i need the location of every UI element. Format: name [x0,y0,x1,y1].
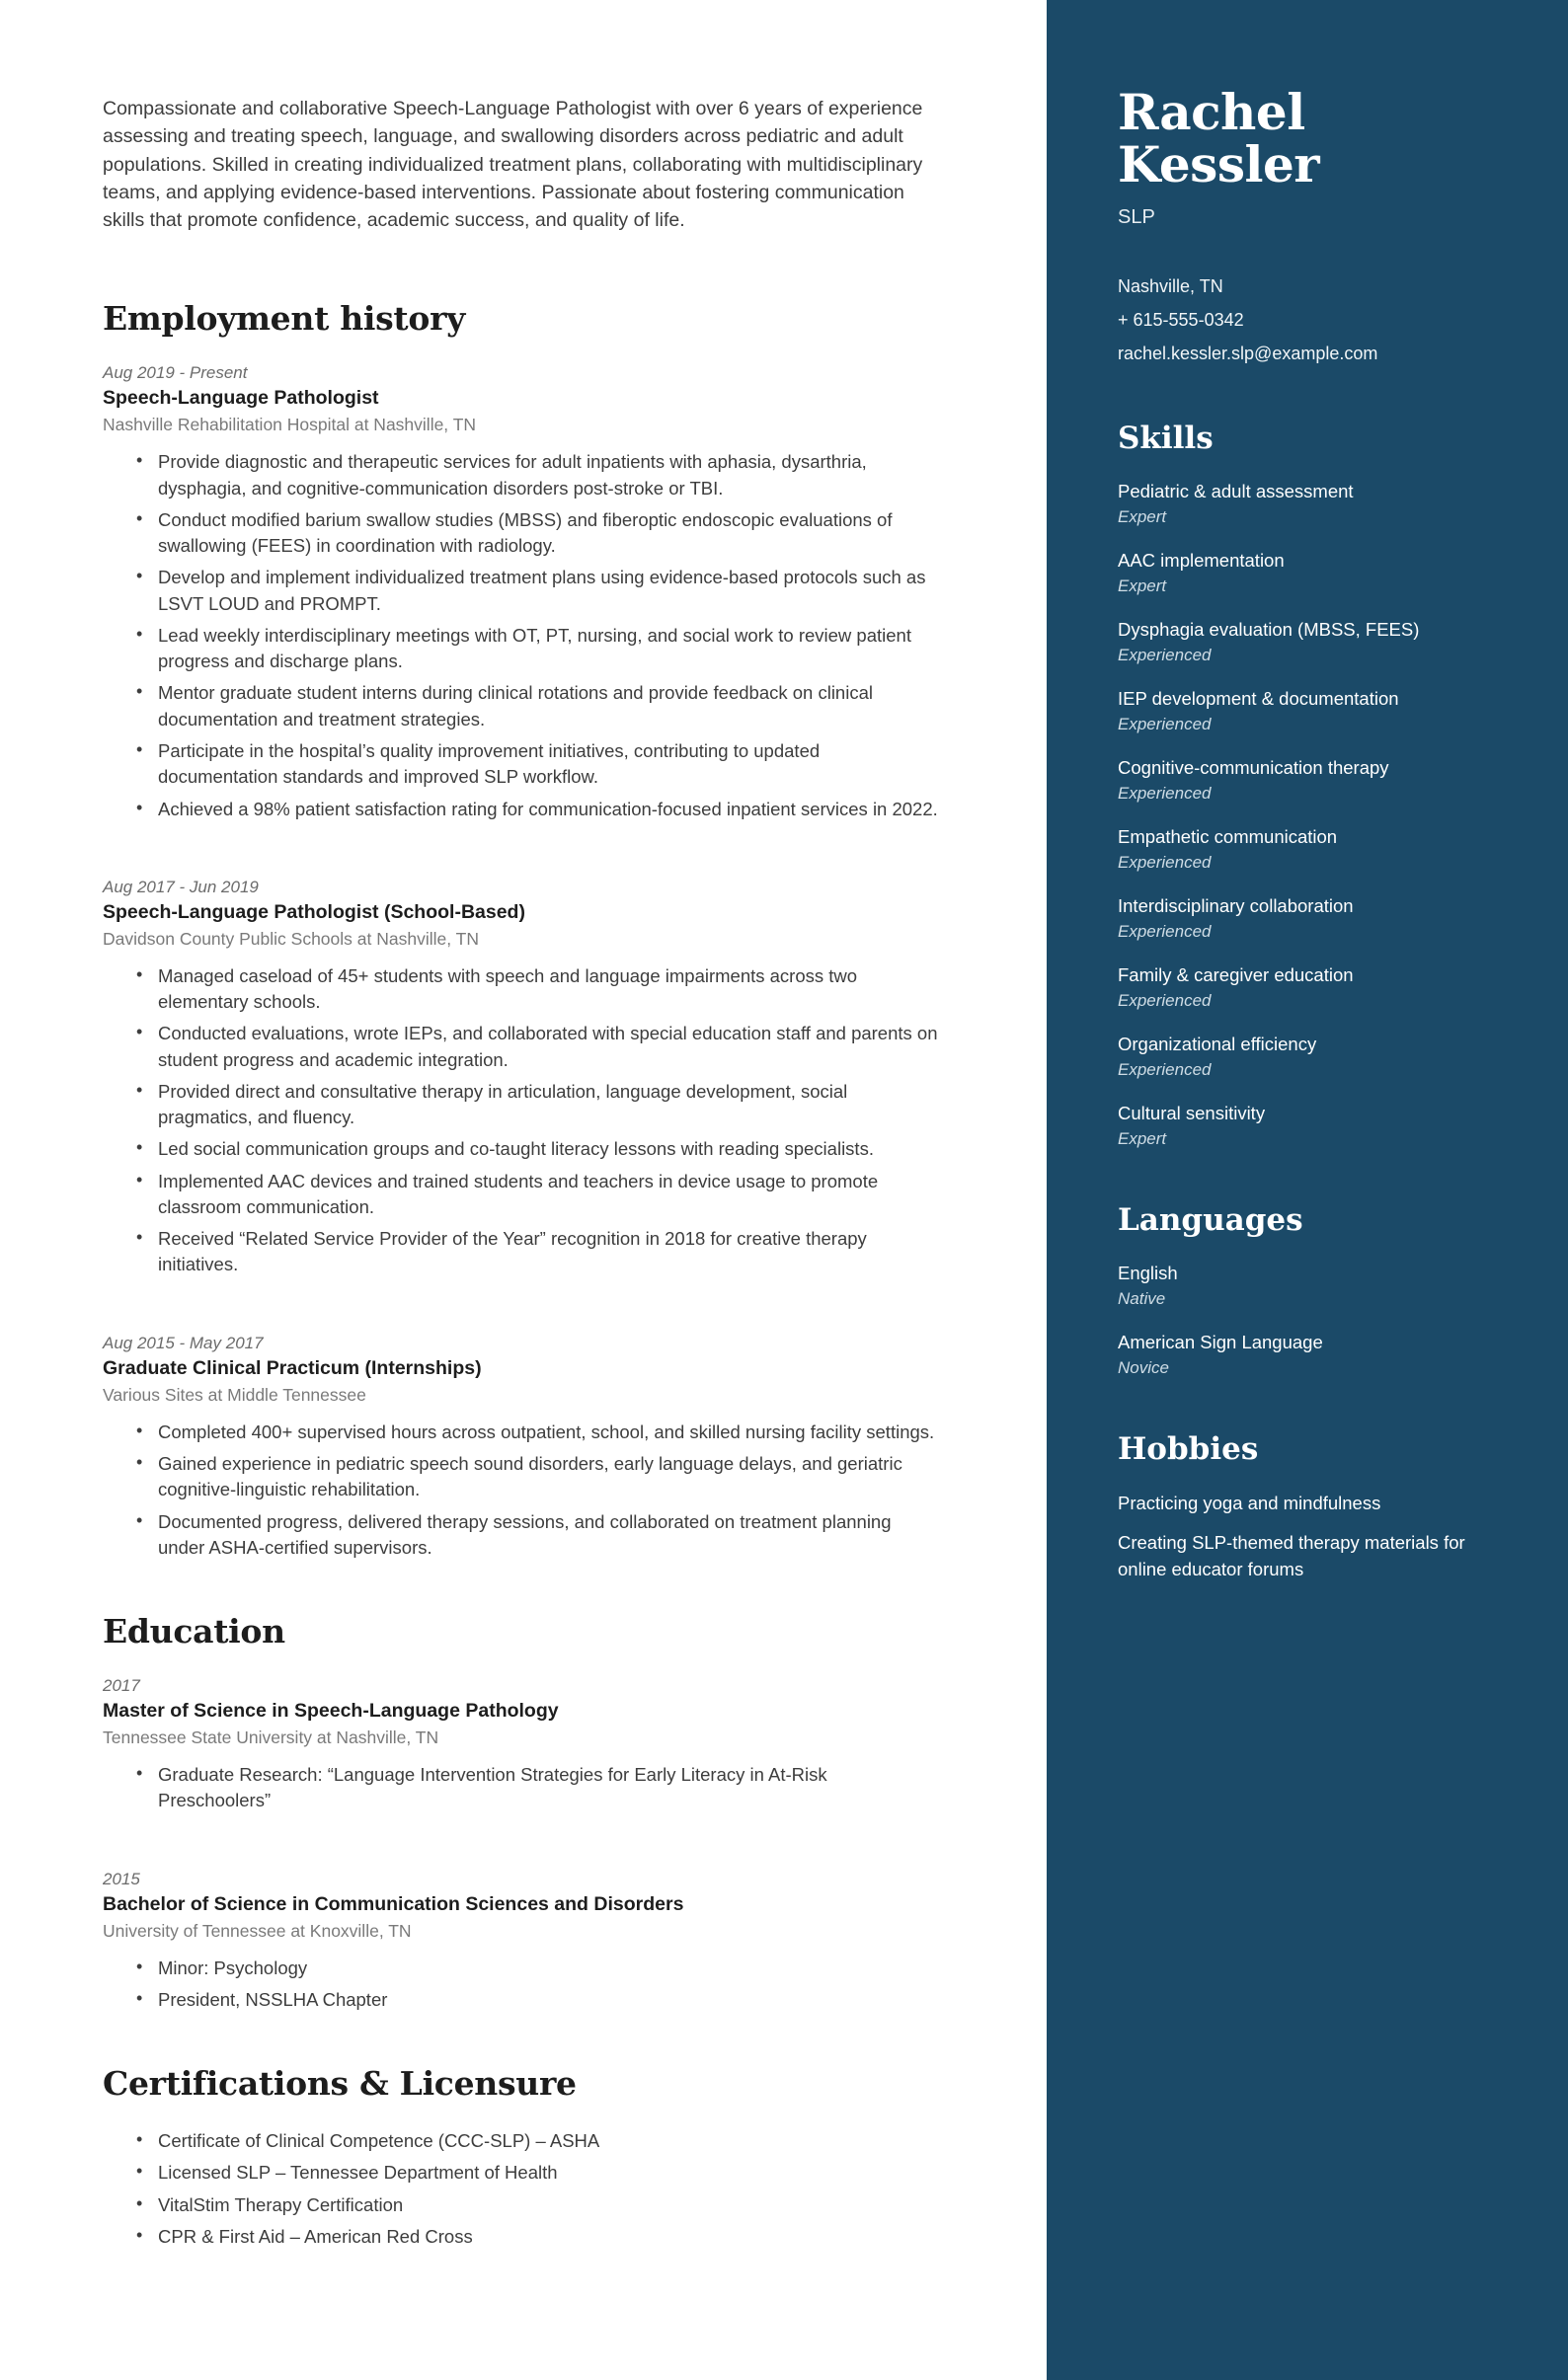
skill-item [1118,756,1507,804]
employment-entry [103,878,940,1278]
list-item: • Received “Related Service Provider of the Year” recognition in 2018 for creative therapy initiatives. [136,1226,940,1278]
last-name: Kessler [1118,134,1320,193]
entry-date: 2015 [103,1869,140,1888]
education-entry [103,1870,940,2014]
list-item: • Led social communication groups and co-taught literacy lessons with reading specialists. [136,1136,940,1162]
list-item: • Lead weekly interdisciplinary meetings with OT, PT, nursing, and social work to review patient progress and discharge plans. [136,623,940,675]
hobbies-list [1118,1491,1507,1582]
spacer [103,1312,940,1334]
entry-bullets [103,1420,940,1561]
spacer [103,1848,940,1870]
list-item: • Provide diagnostic and therapeutic services for adult inpatients with aphasia, dysarthria, dysphagia, and cognitive-communication disorders post-stroke or TBI. [136,449,940,501]
list-item: • Licensed SLP – Tennessee Department of Health [136,2160,940,2186]
list-item: • Participate in the hospital’s quality improvement initiatives, contributing to updated documentation standards and improved SLP workflow. [136,738,940,791]
list-item: • CPR & First Aid – American Red Cross [136,2224,940,2250]
list-item: • Mentor graduate student interns during clinical rotations and provide feedback on clinical documentation and treatment strategies. [136,680,940,732]
list-item: • Graduate Research: “Language Intervention Strategies for Early Literacy in At-Risk Preschoolers” [136,1762,940,1814]
list-item: • Completed 400+ supervised hours across outpatient, school, and skilled nursing facility settings. [136,1420,940,1445]
entry-bullets [103,1762,940,1814]
entry-organization: Nashville Rehabilitation Hospital at Nashville, TN [103,415,477,435]
hobby-item: Creating SLP-themed therapy materials for online educator forums [1118,1532,1465,1579]
skill-item [1118,687,1507,734]
first-name: Rachel [1118,83,1305,141]
entry-organization: Tennessee State University at Nashville, TN [103,1727,439,1748]
language-name: English [1118,1263,1178,1284]
skill-name: Interdisciplinary collaboration [1118,895,1354,917]
language-item [1118,1331,1507,1378]
list-item: • Provided direct and consultative therapy in articulation, language development, social pragmatics, and fluency. [136,1079,940,1131]
languages-title: Languages [1118,1202,1303,1239]
skill-item [1118,963,1507,1011]
contact-email[interactable]: rachel.kessler.slp@example.com [1118,343,1378,363]
skill-level: Experienced [1118,646,1212,665]
entry-bullets [103,1956,940,2014]
list-item: • Gained experience in pediatric speech sound disorders, early language delays, and geriatric cognitive-linguistic rehabilitation. [136,1451,940,1503]
skill-item [1118,1033,1507,1080]
entry-title: Bachelor of Science in Communication Sciences and Disorders [103,1892,684,1915]
list-item: • Achieved a 98% patient satisfaction rating for communication-focused inpatient services in 2022. [136,797,940,822]
skill-level: Experienced [1118,922,1212,942]
skill-level: Expert [1118,1129,1167,1149]
skill-item [1118,480,1507,527]
list-item: • VitalStim Therapy Certification [136,2192,940,2218]
contact-location: Nashville, TN [1118,276,1223,296]
entry-date: Aug 2019 - Present [103,363,248,383]
skill-item [1118,894,1507,942]
language-name: American Sign Language [1118,1332,1323,1353]
list-item: • President, NSSLHA Chapter [136,1987,940,2013]
languages-list [1118,1262,1507,1378]
skill-level: Experienced [1118,784,1212,804]
spacer [103,856,940,878]
certifications-section [103,2064,940,2250]
skill-name: Dysphagia evaluation (MBSS, FEES) [1118,619,1420,641]
hobby-item: Practicing yoga and mindfulness [1118,1493,1381,1514]
employment-history-section [103,299,940,1561]
list-item: • Minor: Psychology [136,1956,940,1981]
list-item: • Certificate of Clinical Competence (CCC-SLP) – ASHA [136,2128,940,2154]
contact-block [1118,272,1507,367]
skill-item [1118,549,1507,596]
education-entry [103,1676,940,1814]
list-item: • Managed caseload of 45+ students with speech and language impairments across two elementary schools. [136,963,940,1016]
entry-title: Graduate Clinical Practicum (Internships) [103,1356,482,1379]
education-section [103,1612,940,2013]
job-role: SLP [1118,206,1155,228]
skill-name: Family & caregiver education [1118,964,1354,986]
skill-name: Cognitive-communication therapy [1118,757,1389,779]
entry-title: Speech-Language Pathologist (School-Based) [103,900,525,923]
entry-organization: Various Sites at Middle Tennessee [103,1384,366,1405]
certifications-list [103,2128,940,2250]
candidate-name [1118,83,1507,193]
list-item: • Develop and implement individualized treatment plans using evidence-based protocols such as LSVT LOUD and PROMPT. [136,565,940,617]
skill-level: Expert [1118,507,1167,527]
list-item: • Conduct modified barium swallow studies (MBSS) and fiberoptic endoscopic evaluations of swallowing (FEES) in coordination with radiology. [136,507,940,560]
skill-name: AAC implementation [1118,550,1285,572]
skill-level: Experienced [1118,853,1212,873]
skill-level: Experienced [1118,1060,1212,1080]
contact-phone[interactable]: + 615-555-0342 [1118,309,1244,330]
employment-entry [103,1334,940,1561]
skill-name: Organizational efficiency [1118,1034,1317,1055]
certifications-title: Certifications & Licensure [103,2064,577,2104]
list-item: • Documented progress, delivered therapy sessions, and collaborated on treatment planning under ASHA-certified supervisors. [136,1509,940,1562]
entry-bullets [103,963,940,1278]
language-level: Native [1118,1289,1166,1309]
skill-level: Experienced [1118,991,1212,1011]
entry-title: Master of Science in Speech-Language Pathology [103,1700,559,1723]
list-item: • Implemented AAC devices and trained students and teachers in device usage to promote classroom communication. [136,1169,940,1221]
skill-level: Expert [1118,576,1167,596]
employment-entry [103,363,940,821]
skill-name: Pediatric & adult assessment [1118,481,1354,502]
hobbies-title: Hobbies [1118,1431,1259,1468]
skill-name: IEP development & documentation [1118,688,1399,710]
skill-item [1118,1102,1507,1149]
language-item [1118,1262,1507,1309]
skills-title: Skills [1118,421,1214,457]
entry-title: Speech-Language Pathologist [103,387,379,410]
employment-history-title: Employment history [103,299,466,339]
entry-bullets [103,449,940,821]
entry-date: Aug 2015 - May 2017 [103,1333,264,1352]
language-level: Novice [1118,1358,1169,1378]
entry-organization: University of Tennessee at Knoxville, TN [103,1920,412,1941]
skills-list [1118,480,1507,1149]
entry-date: 2017 [103,1676,140,1696]
skill-name: Empathetic communication [1118,826,1338,848]
sidebar [1047,0,1568,2380]
entry-organization: Davidson County Public Schools at Nashville, TN [103,928,479,949]
skill-level: Experienced [1118,715,1212,734]
professional-summary: Compassionate and collaborative Speech-Language Pathologist with over 6 years of experience assessing and treating speech, language, and swallowing disorders across pediatric and adult populations. Skilled in creating individualized treatment plans, collaborating with multidisciplinary teams, and applying evidence-based interventions. Passionate about fostering communication skills that promote confidence, academic success, and quality of life. [103,98,923,232]
list-item: • Conducted evaluations, wrote IEPs, and collaborated with special education staff and parents on student progress and academic integration. [136,1021,940,1073]
skill-item [1118,825,1507,873]
skill-item [1118,618,1507,665]
entry-date: Aug 2017 - Jun 2019 [103,877,259,896]
education-title: Education [103,1612,285,1651]
skill-name: Cultural sensitivity [1118,1103,1266,1124]
